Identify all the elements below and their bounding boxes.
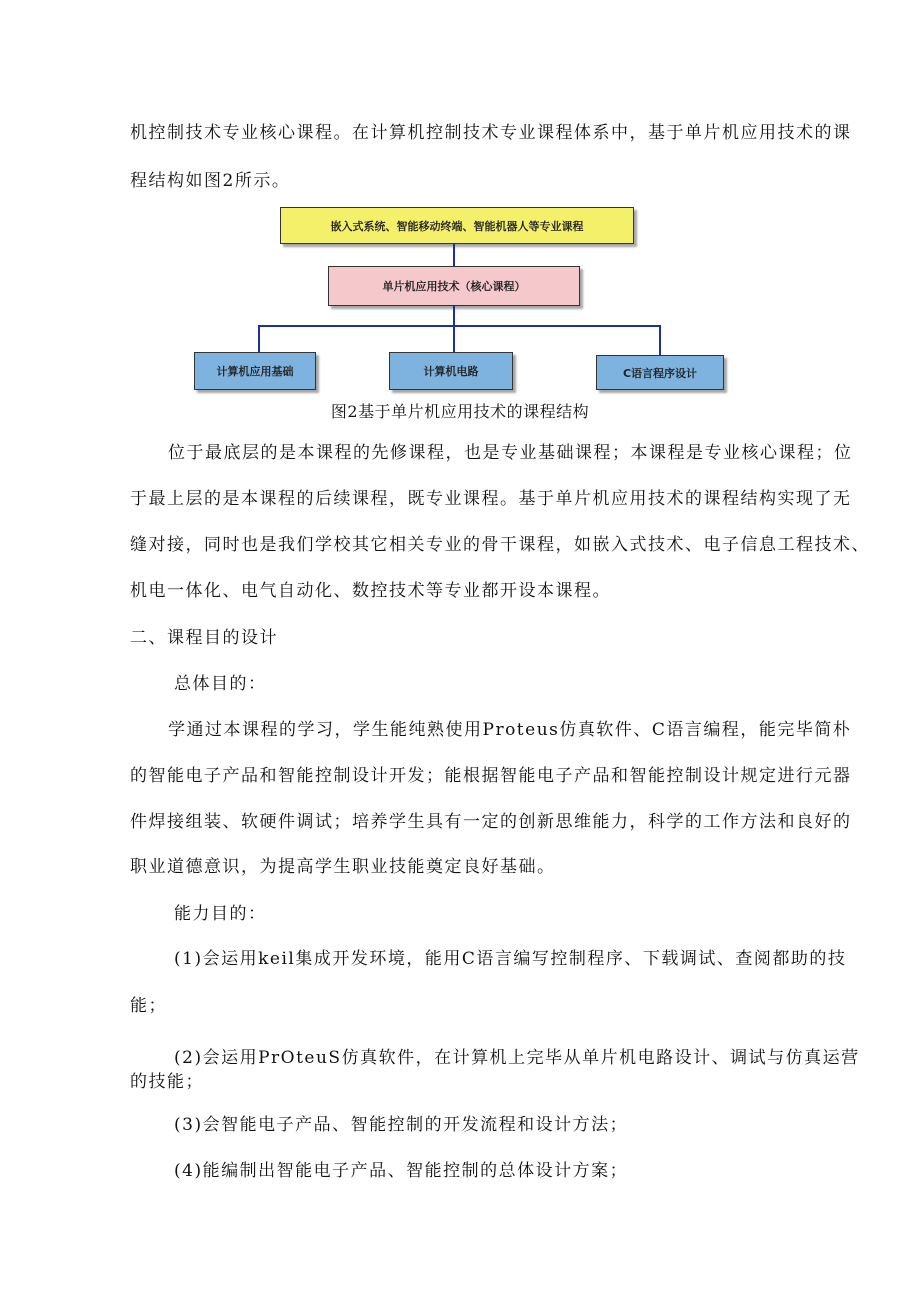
paragraph-line: 于最上层的是本课程的后续课程，既专业课程。基于单片机应用技术的课程结构实现了无 bbox=[130, 489, 852, 509]
subheading-overall-goal: 总体目的： bbox=[174, 674, 267, 694]
connector-center-drop bbox=[453, 325, 455, 352]
paragraph-line: 机电一体化、电气自动化、数控技术等专业都开设本课程。 bbox=[130, 581, 611, 601]
paragraph-line: 机控制技术专业核心课程。在计算机控制技术专业课程体系中，基于单片机应用技术的课 bbox=[130, 123, 852, 143]
figure-caption: 图2基于单片机应用技术的课程结构 bbox=[330, 402, 590, 421]
connector-right-drop bbox=[659, 325, 661, 355]
list-item: (1)会运用keil集成开发环境，能用C语言编写控制程序、下载调试、查阅都助的技 bbox=[174, 949, 847, 969]
top-box-follow-up-courses: 嵌入式系统、智能移动终端、智能机器人等专业课程 bbox=[280, 207, 634, 244]
paragraph-line: 的智能电子产品和智能控制设计开发；能根据智能电子产品和智能控制设计规定进行元器 bbox=[130, 766, 852, 786]
subheading-ability-goal: 能力目的： bbox=[174, 904, 267, 924]
bottom-box-computer-circuits: 计算机电路 bbox=[389, 352, 513, 390]
connector-horizontal bbox=[258, 325, 661, 327]
paragraph-line: 学通过本课程的学习，学生能纯熟使用Proteus仿真软件、C语言编程，能完毕简朴 bbox=[168, 720, 852, 740]
connector-left-drop bbox=[258, 325, 260, 352]
list-item-continuation: 的技能； bbox=[130, 1072, 204, 1092]
list-item: (3)会智能电子产品、智能控制的开发流程和设计方法； bbox=[174, 1115, 629, 1135]
list-item: (4)能编制出智能电子产品、智能控制的总体设计方案； bbox=[174, 1161, 629, 1181]
list-item: (2)会运用PrOteuS仿真软件，在计算机上完毕从单片机电路设计、调试与仿真运营 bbox=[174, 1048, 860, 1068]
paragraph-line: 位于最底层的是本课程的先修课程，也是专业基础课程；本课程是专业核心课程；位 bbox=[168, 443, 853, 463]
connector-mid-down bbox=[453, 306, 455, 326]
paragraph-line: 程结构如图2所示。 bbox=[130, 171, 291, 191]
paragraph-line: 缝对接，同时也是我们学校其它相关专业的骨干课程，如嵌入式技术、电子信息工程技术、 bbox=[130, 535, 870, 555]
bottom-box-c-programming: C语言程序设计 bbox=[596, 355, 724, 390]
connector-top-mid bbox=[453, 244, 455, 266]
mid-box-core-course: 单片机应用技术（核心课程） bbox=[328, 266, 580, 306]
paragraph-line: 件焊接组装、软硬件调试；培养学生具有一定的创新思维能力，科学的工作方法和良好的 bbox=[130, 812, 852, 832]
section-heading: 二、课程目的设计 bbox=[130, 628, 278, 648]
paragraph-line: 职业道德意识，为提高学生职业技能奠定良好基础。 bbox=[130, 857, 556, 877]
list-item-continuation: 能； bbox=[130, 996, 167, 1016]
bottom-box-computer-basics: 计算机应用基础 bbox=[194, 352, 316, 390]
